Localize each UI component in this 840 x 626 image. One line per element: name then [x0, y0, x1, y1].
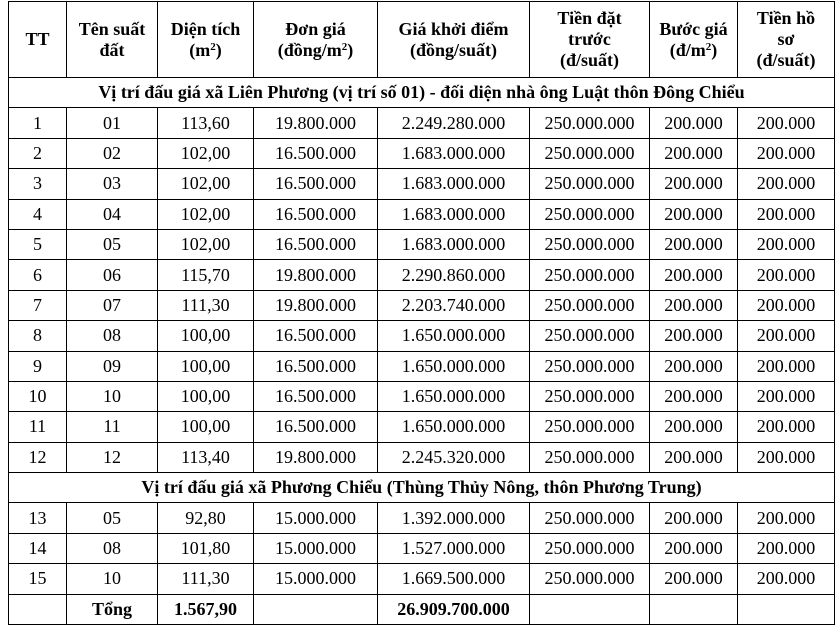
header-tt: TT — [9, 2, 67, 78]
table-row — [9, 503, 835, 533]
cell-buoc-gia: 200.000 — [650, 533, 738, 563]
table-row — [9, 108, 835, 138]
cell-ten-suat: 02 — [67, 138, 158, 168]
cell-ten-suat: 10 — [67, 564, 158, 594]
cell-tien-ho-so: 200.000 — [738, 351, 835, 381]
cell-dien-tich: 115,70 — [158, 260, 254, 290]
cell-dien-tich: 111,30 — [158, 564, 254, 594]
cell-buoc-gia: 200.000 — [650, 381, 738, 411]
table-row — [9, 564, 835, 594]
cell-tt: 14 — [9, 533, 67, 563]
section-title: Vị trí đấu giá xã Liên Phương (vị trí số 01) - đối diện nhà ông Luật thôn Đông Chiểu — [9, 78, 835, 108]
cell-buoc-gia: 200.000 — [650, 412, 738, 442]
header-gia-khoi-diem: Giá khởi điểm (đồng/suất) — [378, 2, 530, 78]
cell-ten-suat: 05 — [67, 503, 158, 533]
cell-tien-dat-truoc: 250.000.000 — [530, 381, 650, 411]
cell-tien-ho-so: 200.000 — [738, 169, 835, 199]
cell-ten-suat: 04 — [67, 199, 158, 229]
cell-tien-dat-truoc: 250.000.000 — [530, 260, 650, 290]
cell-don-gia: 15.000.000 — [254, 503, 378, 533]
cell-gia-khoi-diem: 2.203.740.000 — [378, 290, 530, 320]
cell-don-gia: 16.500.000 — [254, 169, 378, 199]
cell-dien-tich: 102,00 — [158, 138, 254, 168]
cell-tien-ho-so: 200.000 — [738, 533, 835, 563]
cell-buoc-gia: 200.000 — [650, 169, 738, 199]
cell-don-gia: 15.000.000 — [254, 533, 378, 563]
cell-tien-ho-so: 200.000 — [738, 229, 835, 259]
cell-ten-suat: 08 — [67, 533, 158, 563]
cell-buoc-gia: 200.000 — [650, 260, 738, 290]
cell-don-gia: 16.500.000 — [254, 199, 378, 229]
cell-tien-ho-so: 200.000 — [738, 260, 835, 290]
cell-gia-khoi-diem: 1.683.000.000 — [378, 199, 530, 229]
cell-gia-khoi-diem: 1.650.000.000 — [378, 381, 530, 411]
cell-don-gia: 19.800.000 — [254, 442, 378, 472]
total-dien-tich: 1.567,90 — [158, 594, 254, 624]
cell-tien-ho-so: 200.000 — [738, 138, 835, 168]
total-empty-cell — [9, 594, 67, 624]
cell-tien-dat-truoc: 250.000.000 — [530, 321, 650, 351]
cell-dien-tich: 100,00 — [158, 412, 254, 442]
total-empty-cell — [530, 594, 650, 624]
cell-ten-suat: 12 — [67, 442, 158, 472]
cell-dien-tich: 101,80 — [158, 533, 254, 563]
header-tien-ho-so: Tiền hồ sơ (đ/suất) — [738, 2, 835, 78]
cell-don-gia: 16.500.000 — [254, 138, 378, 168]
cell-tt: 4 — [9, 199, 67, 229]
cell-don-gia: 16.500.000 — [254, 321, 378, 351]
cell-ten-suat: 11 — [67, 412, 158, 442]
cell-tt: 10 — [9, 381, 67, 411]
cell-gia-khoi-diem: 1.650.000.000 — [378, 321, 530, 351]
cell-don-gia: 16.500.000 — [254, 229, 378, 259]
cell-tien-dat-truoc: 250.000.000 — [530, 199, 650, 229]
cell-don-gia: 16.500.000 — [254, 381, 378, 411]
cell-tt: 11 — [9, 412, 67, 442]
cell-ten-suat: 09 — [67, 351, 158, 381]
total-empty-cell — [254, 594, 378, 624]
cell-tien-ho-so: 200.000 — [738, 412, 835, 442]
cell-tien-ho-so: 200.000 — [738, 290, 835, 320]
table-row — [9, 290, 835, 320]
cell-buoc-gia: 200.000 — [650, 199, 738, 229]
cell-gia-khoi-diem: 2.290.860.000 — [378, 260, 530, 290]
table-row — [9, 381, 835, 411]
cell-tt: 1 — [9, 108, 67, 138]
cell-gia-khoi-diem: 2.249.280.000 — [378, 108, 530, 138]
cell-ten-suat: 10 — [67, 381, 158, 411]
cell-tien-dat-truoc: 250.000.000 — [530, 412, 650, 442]
cell-ten-suat: 03 — [67, 169, 158, 199]
header-buoc-gia: Bước giá $(đ/m^2)$ — [650, 2, 738, 78]
cell-dien-tich: 100,00 — [158, 351, 254, 381]
table-header — [9, 2, 835, 78]
cell-dien-tich: 113,60 — [158, 108, 254, 138]
cell-gia-khoi-diem: 1.650.000.000 — [378, 351, 530, 381]
cell-buoc-gia: 200.000 — [650, 564, 738, 594]
auction-table — [8, 1, 835, 625]
cell-tien-dat-truoc: 250.000.000 — [530, 229, 650, 259]
cell-don-gia: 19.800.000 — [254, 290, 378, 320]
cell-tien-dat-truoc: 250.000.000 — [530, 442, 650, 472]
cell-tien-ho-so: 200.000 — [738, 381, 835, 411]
table-row — [9, 533, 835, 563]
cell-buoc-gia: 200.000 — [650, 442, 738, 472]
cell-gia-khoi-diem: 1.650.000.000 — [378, 412, 530, 442]
cell-tt: 2 — [9, 138, 67, 168]
section-title: Vị trí đấu giá xã Phương Chiểu (Thùng Thủy Nông, thôn Phương Trung) — [9, 473, 835, 503]
cell-don-gia: 16.500.000 — [254, 351, 378, 381]
header-dien-tich: Diện tích $(m^2)$ — [158, 2, 254, 78]
table-row — [9, 412, 835, 442]
cell-tt: 13 — [9, 503, 67, 533]
cell-tien-ho-so: 200.000 — [738, 199, 835, 229]
cell-tt: 7 — [9, 290, 67, 320]
table-footer — [9, 594, 835, 624]
document-page — [8, 1, 834, 625]
total-empty-cell — [650, 594, 738, 624]
cell-tien-ho-so: 200.000 — [738, 564, 835, 594]
cell-tien-dat-truoc: 250.000.000 — [530, 351, 650, 381]
cell-dien-tich: 102,00 — [158, 229, 254, 259]
total-empty-cell — [738, 594, 835, 624]
header-don-gia: Đơn giá $(đồng/m^2)$ — [254, 2, 378, 78]
cell-dien-tich: 102,00 — [158, 199, 254, 229]
cell-ten-suat: 06 — [67, 260, 158, 290]
cell-tien-dat-truoc: 250.000.000 — [530, 533, 650, 563]
cell-tt: 9 — [9, 351, 67, 381]
cell-tien-dat-truoc: 250.000.000 — [530, 108, 650, 138]
table-row — [9, 321, 835, 351]
cell-buoc-gia: 200.000 — [650, 290, 738, 320]
cell-ten-suat: 01 — [67, 108, 158, 138]
cell-dien-tich: 92,80 — [158, 503, 254, 533]
cell-dien-tich: 113,40 — [158, 442, 254, 472]
cell-tien-dat-truoc: 250.000.000 — [530, 503, 650, 533]
table-row — [9, 260, 835, 290]
cell-tien-ho-so: 200.000 — [738, 503, 835, 533]
table-row — [9, 442, 835, 472]
cell-tt: 15 — [9, 564, 67, 594]
cell-ten-suat: 05 — [67, 229, 158, 259]
cell-tien-ho-so: 200.000 — [738, 108, 835, 138]
cell-gia-khoi-diem: 1.683.000.000 — [378, 169, 530, 199]
cell-buoc-gia: 200.000 — [650, 321, 738, 351]
cell-buoc-gia: 200.000 — [650, 351, 738, 381]
cell-don-gia: 19.800.000 — [254, 260, 378, 290]
table-row — [9, 351, 835, 381]
cell-gia-khoi-diem: 1.669.500.000 — [378, 564, 530, 594]
cell-tt: 5 — [9, 229, 67, 259]
table-row — [9, 229, 835, 259]
cell-don-gia: 19.800.000 — [254, 108, 378, 138]
cell-gia-khoi-diem: 1.527.000.000 — [378, 533, 530, 563]
section-row — [9, 78, 835, 108]
total-label: Tổng — [67, 594, 158, 624]
cell-tien-ho-so: 200.000 — [738, 442, 835, 472]
cell-dien-tich: 100,00 — [158, 321, 254, 351]
cell-tien-dat-truoc: 250.000.000 — [530, 564, 650, 594]
cell-gia-khoi-diem: 1.683.000.000 — [378, 138, 530, 168]
total-gia-khoi-diem: 26.909.700.000 — [378, 594, 530, 624]
cell-ten-suat: 07 — [67, 290, 158, 320]
cell-buoc-gia: 200.000 — [650, 229, 738, 259]
cell-dien-tich: 111,30 — [158, 290, 254, 320]
cell-gia-khoi-diem: 2.245.320.000 — [378, 442, 530, 472]
cell-gia-khoi-diem: 1.392.000.000 — [378, 503, 530, 533]
table-row — [9, 138, 835, 168]
cell-ten-suat: 08 — [67, 321, 158, 351]
cell-dien-tich: 100,00 — [158, 381, 254, 411]
cell-tt: 12 — [9, 442, 67, 472]
cell-buoc-gia: 200.000 — [650, 138, 738, 168]
cell-tt: 8 — [9, 321, 67, 351]
header-tien-dat-truoc: Tiền đặt trước (đ/suất) — [530, 2, 650, 78]
cell-tien-ho-so: 200.000 — [738, 321, 835, 351]
cell-tien-dat-truoc: 250.000.000 — [530, 169, 650, 199]
section-row — [9, 473, 835, 503]
cell-buoc-gia: 200.000 — [650, 503, 738, 533]
cell-don-gia: 16.500.000 — [254, 412, 378, 442]
table-row — [9, 199, 835, 229]
cell-tt: 3 — [9, 169, 67, 199]
table-row — [9, 169, 835, 199]
header-ten-suat-dat: Tên suất đất — [67, 2, 158, 78]
cell-gia-khoi-diem: 1.683.000.000 — [378, 229, 530, 259]
cell-buoc-gia: 200.000 — [650, 108, 738, 138]
cell-tien-dat-truoc: 250.000.000 — [530, 138, 650, 168]
cell-dien-tich: 102,00 — [158, 169, 254, 199]
cell-tt: 6 — [9, 260, 67, 290]
cell-don-gia: 15.000.000 — [254, 564, 378, 594]
cell-tien-dat-truoc: 250.000.000 — [530, 290, 650, 320]
table-body — [9, 78, 835, 595]
